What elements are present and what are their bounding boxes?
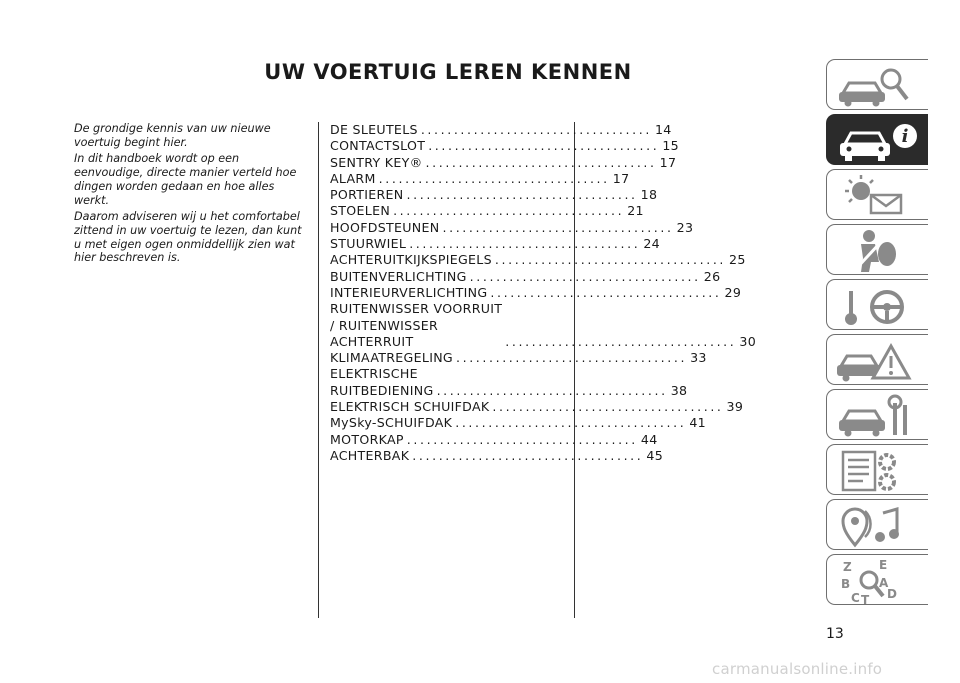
toc-entry-label: CONTACTSLOT bbox=[330, 138, 426, 154]
toc-entry-label: DE SLEUTELS bbox=[330, 122, 418, 137]
toc-entry-page: 14 bbox=[654, 122, 672, 137]
toc-entry[interactable] bbox=[330, 284, 742, 301]
toc-leader-dots: ................................... bbox=[505, 333, 737, 349]
alphabetical-index-icon bbox=[835, 558, 921, 607]
svg-text:C: C bbox=[851, 591, 860, 605]
toc-entry-label: MySky-SCHUIFDAK bbox=[330, 415, 453, 431]
toc-entry[interactable] bbox=[330, 203, 644, 219]
toc-entry-page: 33 bbox=[690, 350, 707, 366]
toc-entry-label: INTERIEURVERLICHTING bbox=[330, 284, 488, 300]
svg-text:i: i bbox=[901, 126, 909, 147]
car-warning-icon bbox=[835, 338, 921, 382]
toc-entry[interactable] bbox=[330, 187, 658, 203]
toc-entry-label: RUITENWISSER VOORRUIT / RUITENWISSER ACHTERRUIT bbox=[330, 301, 503, 349]
intro-paragraph: In dit handboek wordt op een eenvoudige, directe manier verteld hoe dingen worden gedaan en hoe alles werkt. bbox=[74, 152, 297, 207]
svg-text:T: T bbox=[861, 593, 870, 607]
toc-entry-label: BUITENVERLICHTING bbox=[330, 268, 467, 284]
toc-entry-label: ACHTERUITKIJKSPIEGELS bbox=[330, 252, 492, 268]
toc-leader-dots: ................................... bbox=[409, 236, 641, 252]
toc-leader-dots: ................................... bbox=[393, 203, 625, 219]
chapter-tab[interactable] bbox=[826, 389, 928, 440]
table-of-contents bbox=[330, 122, 757, 464]
toc-entry[interactable] bbox=[330, 154, 677, 171]
toc-entry[interactable] bbox=[330, 399, 744, 415]
toc-entry[interactable] bbox=[330, 301, 757, 350]
toc-entry[interactable] bbox=[330, 219, 694, 236]
toc-entry-page: 44 bbox=[640, 431, 658, 447]
chapter-tab[interactable] bbox=[826, 224, 928, 275]
toc-entry[interactable] bbox=[330, 447, 664, 464]
page-title: UW VOERTUIG LEREN KENNEN bbox=[264, 60, 632, 84]
toc-entry-page: 23 bbox=[676, 219, 694, 235]
toc-leader-dots: ................................... bbox=[436, 382, 668, 398]
steering-wheel-key-icon bbox=[835, 283, 921, 327]
toc-entry-label: ELEKTRISCHE RUITBEDIENING bbox=[330, 366, 434, 398]
chapter-tab[interactable] bbox=[826, 554, 928, 605]
toc-entry[interactable] bbox=[330, 236, 660, 252]
svg-text:Z: Z bbox=[843, 560, 852, 574]
media-navigation-icon bbox=[835, 503, 921, 547]
toc-entry-label: ACHTERBAK bbox=[330, 447, 410, 463]
toc-leader-dots: ................................... bbox=[469, 268, 701, 284]
column-divider bbox=[318, 122, 319, 618]
toc-leader-dots: ................................... bbox=[442, 219, 674, 235]
light-message-icon bbox=[835, 173, 921, 217]
toc-entry-label: ALARM bbox=[330, 170, 376, 186]
toc-entry-page: 24 bbox=[643, 236, 660, 252]
car-search-icon bbox=[835, 63, 921, 107]
watermark: carmanualsonline.info bbox=[712, 660, 883, 678]
toc-entry[interactable] bbox=[330, 350, 707, 366]
intro-paragraph: Daarom adviseren wij u het comfortabel zittend in uw voertuig te lezen, dan kunt u met eigen ogen onmiddellijk zien wat hier beschreven is. bbox=[74, 210, 302, 265]
toc-entry-page: 26 bbox=[703, 268, 721, 284]
toc-entry-page: 21 bbox=[627, 203, 644, 219]
toc-entry[interactable] bbox=[330, 252, 746, 268]
toc-entry-label: PORTIEREN bbox=[330, 187, 404, 203]
toc-leader-dots: ................................... bbox=[428, 138, 660, 154]
toc-leader-dots: ................................... bbox=[492, 399, 724, 415]
car-wrench-icon bbox=[835, 393, 921, 437]
toc-entry-page: 29 bbox=[724, 284, 742, 300]
chapter-tab[interactable] bbox=[826, 59, 928, 110]
svg-text:A: A bbox=[879, 576, 889, 590]
toc-entry[interactable] bbox=[330, 415, 706, 431]
svg-text:D: D bbox=[887, 587, 897, 601]
toc-entry[interactable] bbox=[330, 122, 672, 138]
toc-entry-page: 41 bbox=[689, 415, 706, 431]
toc-entry[interactable] bbox=[330, 170, 630, 187]
toc-entry-page: 15 bbox=[662, 138, 679, 154]
intro-paragraph: De grondige kennis van uw nieuwe voertuig begint hier. bbox=[74, 122, 271, 149]
toc-entry-page: 39 bbox=[726, 399, 744, 415]
intro-text bbox=[74, 122, 306, 268]
toc-leader-dots: ................................... bbox=[455, 415, 687, 431]
toc-entry-page: 38 bbox=[670, 382, 688, 398]
airbag-seatbelt-icon bbox=[835, 228, 921, 272]
toc-entry-page: 45 bbox=[646, 447, 664, 463]
specs-gear-icon bbox=[835, 448, 921, 492]
toc-leader-dots: ................................... bbox=[455, 350, 688, 366]
toc-leader-dots: ................................... bbox=[490, 284, 722, 300]
toc-entry-label: KLIMAATREGELING bbox=[330, 350, 453, 366]
toc-leader-dots: ................................... bbox=[406, 187, 638, 203]
page-number: 13 bbox=[826, 626, 844, 642]
chapter-tab[interactable] bbox=[826, 499, 928, 550]
toc-entry-label: SENTRY KEY® bbox=[330, 154, 423, 170]
chapter-tab[interactable] bbox=[826, 114, 928, 165]
car-info-icon bbox=[835, 118, 921, 162]
toc-entry-label: ELEKTRISCH SCHUIFDAK bbox=[330, 399, 490, 415]
toc-entry[interactable] bbox=[330, 138, 679, 154]
toc-leader-dots: ................................... bbox=[420, 122, 652, 137]
chapter-tab[interactable] bbox=[826, 334, 928, 385]
svg-text:B: B bbox=[841, 577, 851, 591]
toc-leader-dots: ................................... bbox=[406, 431, 638, 447]
toc-leader-dots: ................................... bbox=[425, 154, 657, 170]
toc-entry[interactable] bbox=[330, 268, 721, 285]
toc-entry[interactable] bbox=[330, 366, 688, 399]
toc-entry-label: HOOFDSTEUNEN bbox=[330, 219, 440, 235]
chapter-tab[interactable] bbox=[826, 279, 928, 330]
chapter-tab[interactable] bbox=[826, 444, 928, 495]
toc-entry-page: 25 bbox=[729, 252, 746, 268]
toc-entry-label: MOTORKAP bbox=[330, 431, 404, 447]
toc-leader-dots: ................................... bbox=[412, 447, 644, 463]
svg-text:E: E bbox=[879, 558, 888, 572]
toc-entry-page: 17 bbox=[612, 170, 630, 186]
toc-entry-label: STOELEN bbox=[330, 203, 391, 219]
chapter-tab[interactable] bbox=[826, 169, 928, 220]
toc-entry-page: 30 bbox=[739, 333, 757, 349]
toc-entry[interactable] bbox=[330, 431, 658, 448]
toc-entry-page: 18 bbox=[640, 187, 658, 203]
toc-entry-label: STUURWIEL bbox=[330, 236, 407, 252]
toc-entry-page: 17 bbox=[659, 154, 677, 170]
toc-leader-dots: ................................... bbox=[378, 170, 610, 186]
toc-leader-dots: ................................... bbox=[494, 252, 727, 268]
